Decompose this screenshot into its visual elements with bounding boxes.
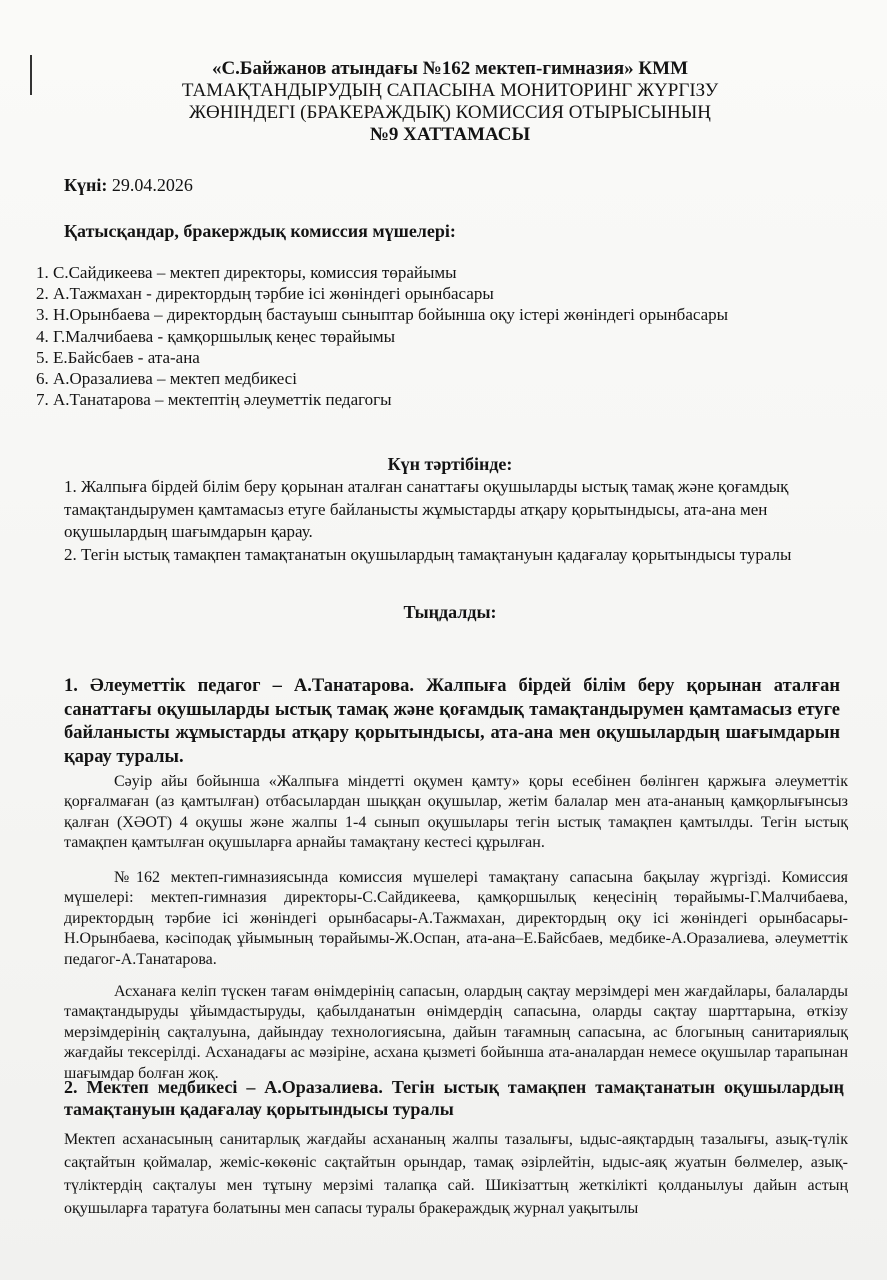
participants-title: Қатысқандар, бракерждық комиссия мүшелері: [64, 221, 456, 241]
document-header [60, 58, 840, 146]
list-item: 1. С.Сайдикеева – мектеп директоры, комиссия төрайымы [36, 263, 457, 282]
date-value: 29.04.2026 [111, 175, 193, 195]
list-item: 2. А.Тажмахан - директордың тәрбие ісі жөніндегі орынбасары [36, 284, 494, 304]
section-1-paragraph-3 [64, 982, 848, 1084]
list-item: 7. А.Танатарова – мектептің әлеуметтік педагогы [36, 390, 392, 410]
header-school-name: «С.Байжанов атындағы №162 мектеп-гимназия» КММ [211, 58, 689, 79]
section-2-paragraph-1 [64, 1128, 848, 1220]
paragraph-text: Сәуір айы бойынша «Жалпыға міндетті оқумен қамту» қоры есебінен бөлінген қаржыға әлеуметтік қорғалмаған (аз қамтылған) отбасылардан шыққан оқушылар, жетім балалар мен ата-ананың қамқорлығынсыз қалған (ХӘОТ) 4 оқушы және жалпы 1-4 сынып оқушылары тегін ыстық тамақпен қамтылды. Тегін ыстық тамақпен қамтылған оқушыларға арнайы тамақтану кестесі құрылған. [64, 773, 848, 852]
agenda-title: Күн тәртібінде: [387, 454, 513, 474]
list-item: 6. А.Оразалиева – мектеп медбикесі [36, 369, 297, 389]
agenda-list [64, 476, 804, 566]
list-item: 5. Е.Байсбаев - ата-ана [36, 347, 200, 367]
agenda-item-2: 2. Тегін ыстық тамақпен тамақтанатын оқушылардың тамақтануын қадағалау қорытындысы туралы [64, 544, 792, 564]
section-2-title: 2. Мектеп медбикесі – А.Оразалиева. Тегін ыстық тамақпен тамақтанатын оқушылардың тамақтануын қадағалау қорытындысы туралы [64, 1077, 844, 1119]
section-1-paragraph-1 [64, 772, 848, 854]
header-line-2: ТАМАҚТАНДЫРУДЫҢ САПАСЫНА МОНИТОРИНГ ЖҮРГІЗУ [181, 80, 719, 101]
header-line-3: ЖӨНІНДЕГІ (БРАКЕРАЖДЫҚ) КОМИССИЯ ОТЫРЫСЫНЫҢ [189, 102, 711, 123]
section-1-title: 1. Әлеуметтік педагог – А.Танатарова. Жалпыға бірдей білім беру қорынан аталған санаттағы оқушыларды ыстық тамақ және қоғамдық тамақтандырумен қамтамасыз етуге байланысты жұмыстарды атқару қорытындысы, ата-ана мен оқушылардың шағымдарын қарау туралы. [64, 676, 840, 767]
section-1-paragraph-2 [64, 868, 848, 970]
participants-list [36, 262, 836, 410]
meeting-date [64, 175, 193, 196]
paragraph-text: №162 мектеп-гимназиясында комиссия мүшелері тамақтану сапасына бақылау жүргізді. Комиссия мүшелері: мектеп-гимназия директоры-С.Сайдикеева, қамқоршылық кеңесінің төрайымы-Г.Малчибаева, директордың тәрбие ісі жөніндегі орынбасары-А.Тажмахан, директордың оқу ісі жөніндегі орынбасары-Н.Орынбаева, кәсіподақ ұйымының төрайымы-Ж.Оспан, ата-ана–Е.Байсбаев, медбике-А.Оразалиева, әлеуметтік педагог-А.Танатарова. [64, 869, 848, 968]
list-item: 4. Г.Малчибаева - қамқоршылық кеңес төрайымы [36, 326, 396, 346]
protocol-number: №9 ХАТТАМАСЫ [369, 124, 531, 145]
agenda-item-1: 1. Жалпыға бірдей білім беру қорынан аталған санаттағы оқушыларды ыстық тамақ және қоғамдық тамақтандырумен қамтамасыз етуге байланысты жұмыстарды атқару қорытындысы, ата-ана мен оқушылардың шағымдарын қарау. [64, 477, 789, 541]
paragraph-text: Асханаға келіп түскен тағам өнімдерінің сапасын, олардың сақтау мерзімдері мен жағдайлары, балаларды тамақтандыруды ұйымдастыруды, қабылданатын өнімдердің сапасына, оларды сақтау шарттарына, өткізу мерзімдерінің сақталуына, дайындау технологиясына, дайын тағамның сапасына, ас блогының санитариялық жағдайы тексерілді. Асханадағы ас мәзіріне, асхана қызметі бойынша ата-аналардан немесе оқушылар тарапынан шағымдар болған жоқ. [64, 983, 848, 1082]
paragraph-text: Мектеп асханасының санитарлық жағдайы асхананың жалпы тазалығы, ыдыс-аяқтардың тазалығы, азық-түлік сақтайтын қоймалар, жеміс-көкөніс сақтайтын орындар, тамақ әзірлейтін, ыдыс-аяқ жуатын бөлмелер, азық-түліктердің сақталуы мен тұтыну мерзімі талапқа сай. Шикізаттың жеткілікті қолданылуы дайын астың оқушыларға таратуға болатыны мен сапасы туралы бракераждық журнал уақытылы [64, 1131, 848, 1217]
listened-title: Тыңдалды: [403, 602, 497, 622]
list-item: 3. Н.Орынбаева – директордың бастауыш сыныптар бойынша оқу істері жөніндегі орынбасары [36, 305, 729, 325]
date-label: Күні: [64, 175, 108, 195]
margin-mark [30, 55, 32, 95]
